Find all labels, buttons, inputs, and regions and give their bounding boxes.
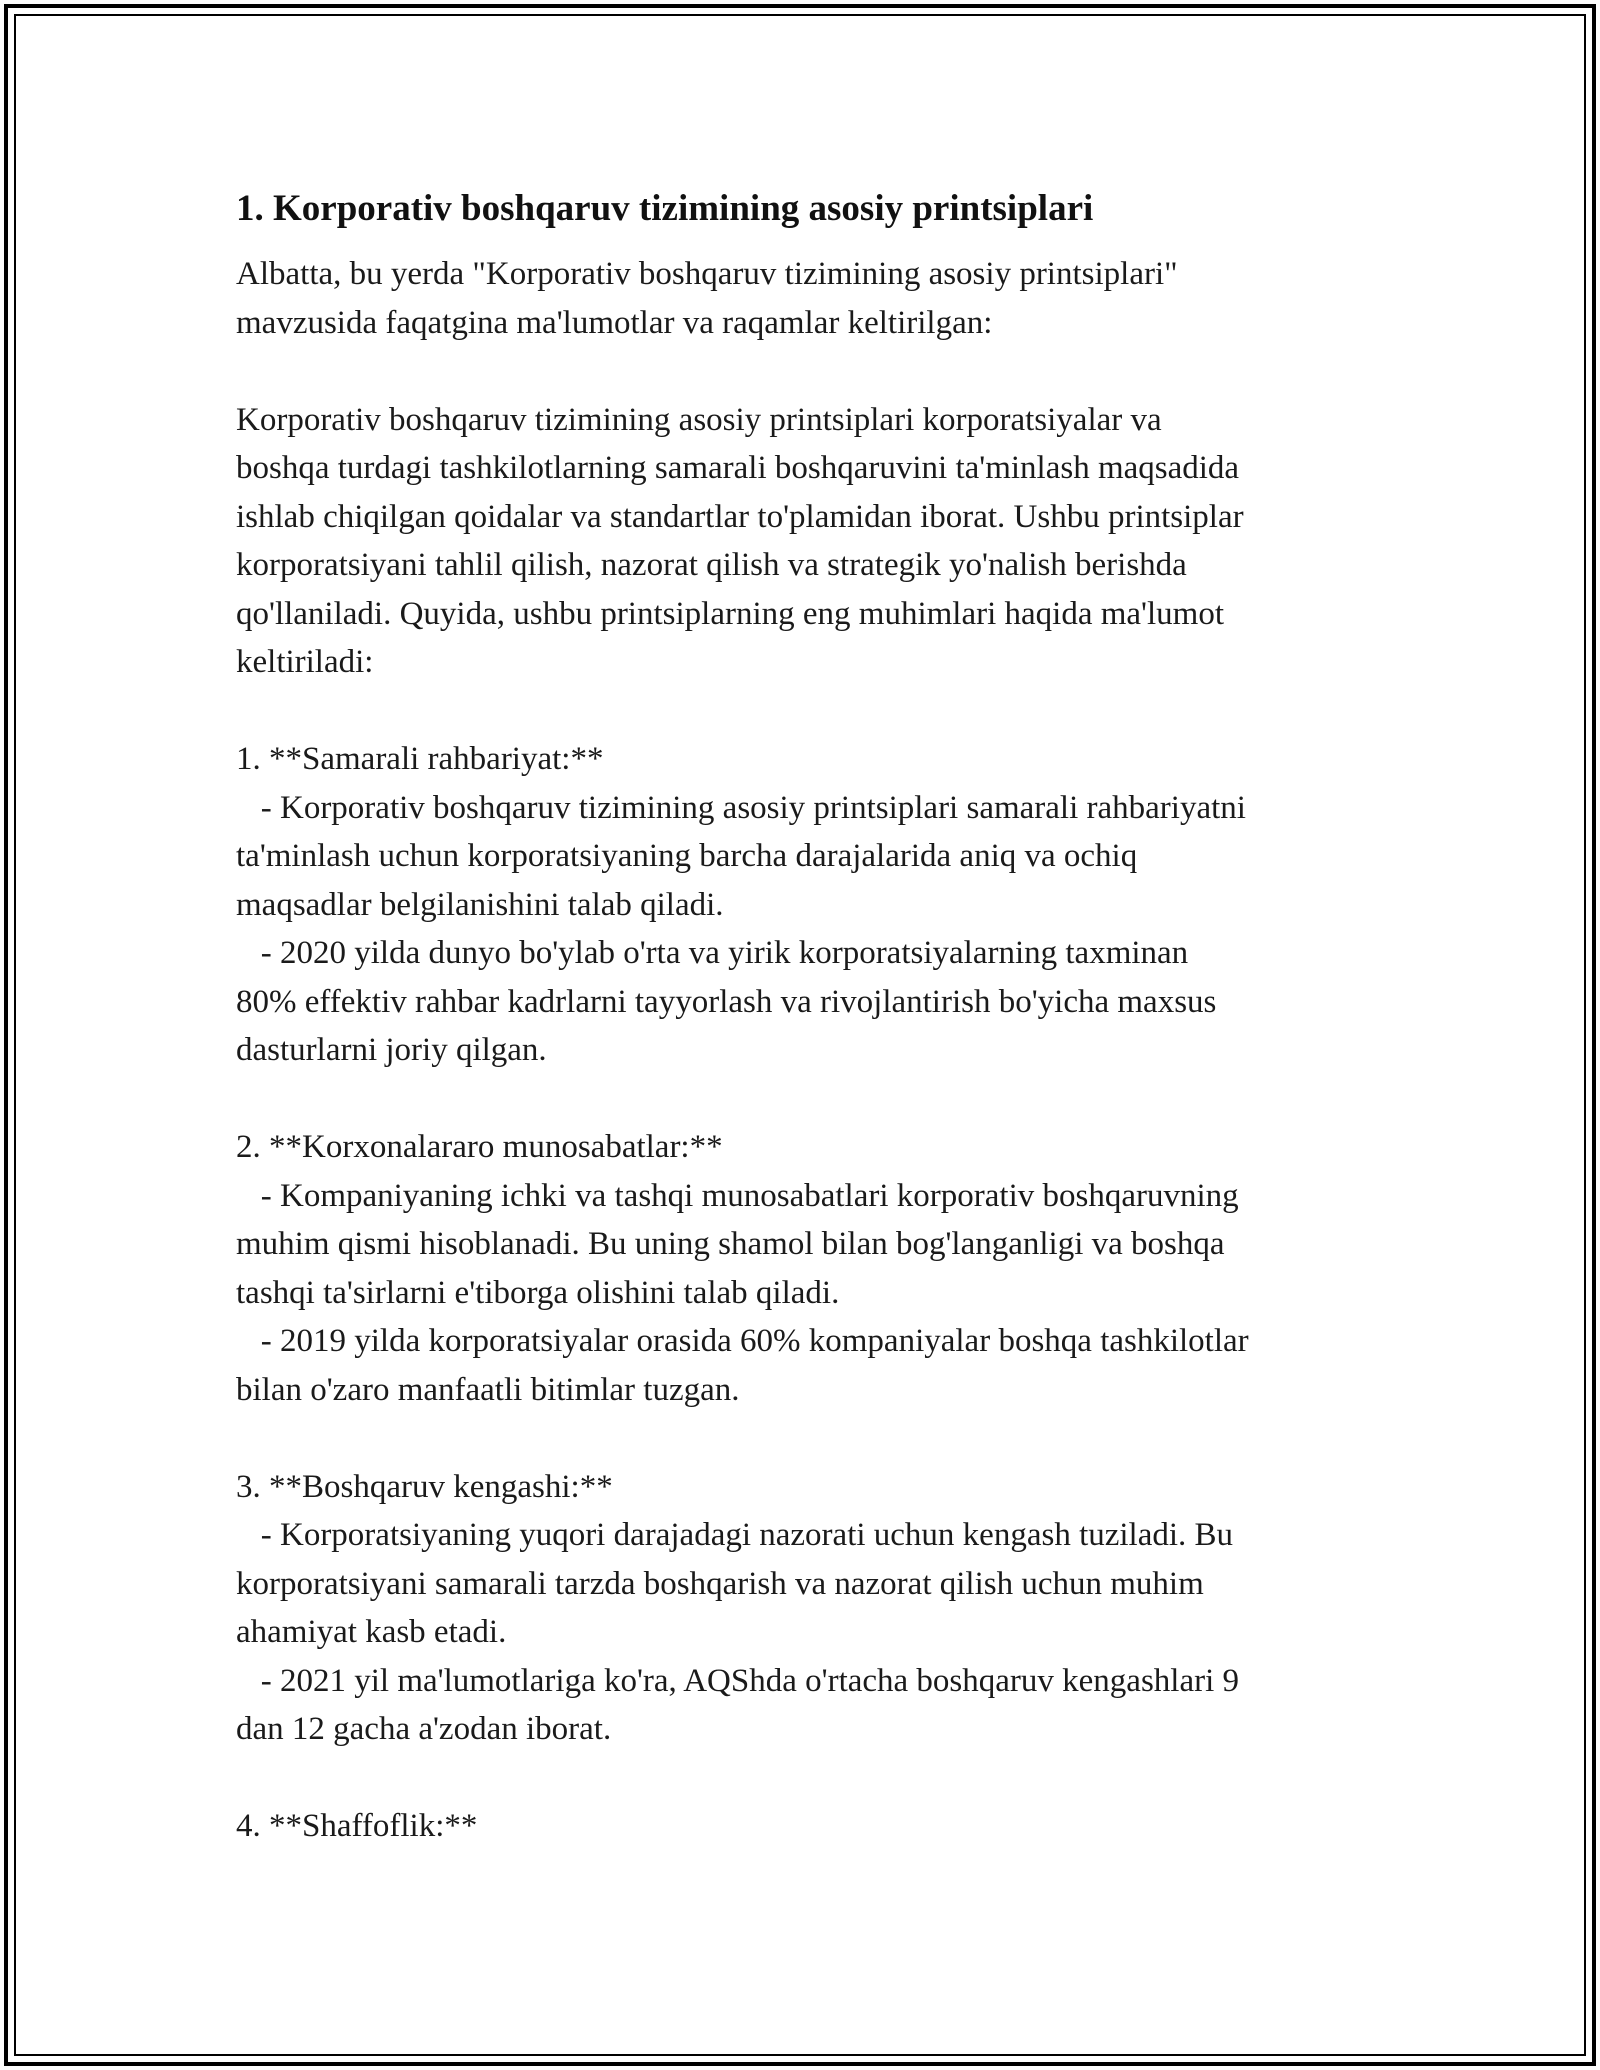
document-title: 1. Korporativ boshqaruv tizimining asosiy printsiplari [236, 188, 1094, 229]
section-body: - Korporatsiyaning yuqori darajadagi nazorati uchun kengash tuziladi. Bu korporatsiyani samarali tarzda boshqarish va nazorat qilish uchun muhim ahamiyat kasb etadi. - 2021 yil ma'lumotlariga ko'ra, AQShda o'rtacha boshqaruv kengashlari 9 dan 12 gacha a'zodan iborat. [236, 1517, 1240, 1747]
paragraph-spacer [236, 1075, 1386, 1124]
paragraph-spacer [236, 1754, 1386, 1803]
section-3 [236, 1463, 1386, 1754]
section-heading: 1. **Samarali rahbariyat:** [236, 741, 604, 777]
overview-paragraph: Korporativ boshqaruv tizimining asosiy printsiplari korporatsiyalar va boshqa turdagi tashkilotlarning samarali boshqaruvini ta'minlash maqsadida ishlab chiqilgan qoidalar va standartlar to'plamidan iborat. Ushbu printsiplar korporatsiyani tahlil qilish, nazorat qilish va strategik yo'nalish berishda qo'llaniladi. Quyida, ushbu printsiplarning eng muhimlari haqida ma'lumot keltiriladi: [236, 401, 1244, 680]
section-body: - Kompaniyaning ichki va tashqi munosabatlari korporativ boshqaruvning muhim qismi hisoblanadi. Bu uning shamol bilan bog'langanligi va boshqa tashqi ta'sirlarni e'tiborga olishini talab qiladi. - 2019 yilda korporatsiyalar orasida 60% kompaniyalar boshqa tashkilotlar bilan o'zaro manfaatli bitimlar tuzgan. [236, 1177, 1249, 1408]
paragraph-spacer [236, 1414, 1386, 1463]
section-heading: 2. **Korxonalararo munosabatlar:** [236, 1129, 723, 1165]
document-body [236, 186, 1386, 1851]
section-heading: 3. **Boshqaruv kengashi:** [236, 1468, 613, 1505]
section-4 [236, 1802, 1386, 1851]
section-2 [236, 1123, 1386, 1414]
section-body: - Korporativ boshqaruv tizimining asosiy printsiplari samarali rahbariyatni ta'minlash uchun korporatsiyaning barcha darajalarida aniq va ochiq maqsadlar belgilanishini talab qiladi. - 2020 yilda dunyo bo'ylab o'rta va yirik korporatsiyalarning taxminan 80% effektiv rahbar kadrlarni tayyorlash va rivojlantirish bo'yicha maxsus dasturlarni joriy qilgan. [236, 789, 1246, 1068]
section-heading: 4. **Shaffoflik:** [236, 1808, 478, 1844]
paragraph-spacer [236, 347, 1386, 396]
section-1 [236, 735, 1386, 1075]
paragraph-spacer [236, 687, 1386, 736]
intro-paragraph: Albatta, bu yerda "Korporativ boshqaruv tizimining asosiy printsiplari" mavzusida faqatgina ma'lumotlar va raqamlar keltirilgan: [236, 256, 1178, 341]
